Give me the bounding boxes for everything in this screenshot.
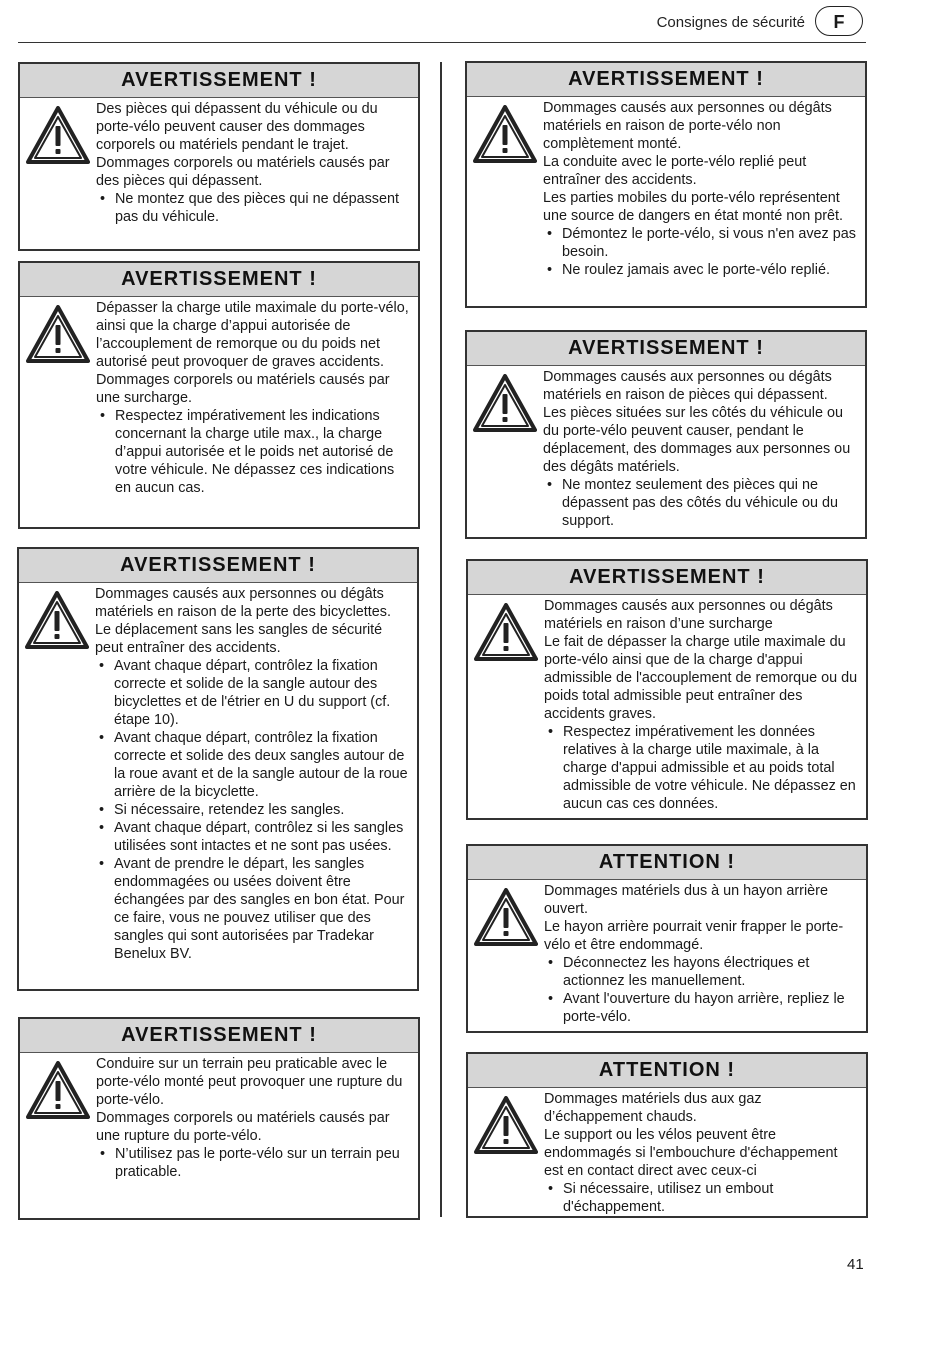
instruction-text: Démontez le porte-vélo, si vous n'en avez pas besoin. [562, 226, 856, 260]
warning-paragraph: Des pièces qui dépassent du véhicule ou du porte-vélo peuvent causer des dommages corporels ou matériels pendant le trajet. [96, 101, 378, 153]
instruction-item [544, 1180, 860, 1216]
column-divider [440, 62, 442, 1217]
bullet-icon: • [99, 820, 105, 836]
language-badge: F [815, 6, 863, 36]
bullet-icon: • [99, 658, 105, 674]
warning-box-straps [17, 547, 419, 991]
warning-triangle-icon [473, 105, 537, 163]
bullet-icon: • [99, 856, 105, 872]
instruction-text: Avant l'ouverture du hayon arrière, repliez le porte-vélo. [563, 991, 845, 1025]
warning-triangle-icon [26, 106, 90, 164]
warning-paragraph: Dommages causés aux personnes ou dégâts matériels en raison de porte-vélo non complètement monté. [543, 100, 832, 152]
box-body [20, 1053, 418, 1181]
instruction-text: N’utilisez pas le porte-vélo sur un terrain peu praticable. [115, 1146, 400, 1180]
box-text [543, 97, 859, 279]
instruction-item [543, 476, 859, 530]
warning-box-not-mounted [465, 61, 867, 308]
box-body [468, 595, 866, 813]
warning-triangle-icon [26, 1061, 90, 1119]
box-heading: AVERTISSEMENT ! [468, 561, 866, 595]
bullet-icon: • [99, 802, 105, 818]
box-heading: AVERTISSEMENT ! [20, 263, 418, 297]
box-heading: AVERTISSEMENT ! [20, 64, 418, 98]
warning-paragraph: Les pièces situées sur les côtés du véhicule ou du porte-vélo peuvent causer, pendant le déplacement, des dommages aux personnes ou des dégâts matériels. [543, 405, 851, 475]
warning-paragraph: Dommages causés aux personnes ou dégâts matériels en raison de la perte des bicyclettes. [95, 586, 391, 620]
instruction-item [95, 819, 411, 855]
box-body [468, 1088, 866, 1216]
bullet-icon: • [100, 1146, 106, 1162]
instruction-list [544, 1180, 860, 1216]
instruction-text: Avant chaque départ, contrôlez la fixation correcte et solide des deux sangles autour de la roue avant et de la sangle autour de la roue arrière de la bicyclette. [114, 730, 408, 800]
instruction-text: Respectez impérativement les données relatives à la charge utile maximale, à la charge d'appui admissible et au poids total admissible de votre véhicule. Ne dépassez en aucun cas ces données. [563, 724, 856, 812]
warning-box-payload [18, 261, 420, 529]
box-text [544, 595, 860, 813]
bullet-icon: • [100, 191, 106, 207]
box-heading: AVERTISSEMENT ! [467, 332, 865, 366]
box-heading: ATTENTION ! [468, 1054, 866, 1088]
box-text [95, 583, 411, 963]
box-heading: ATTENTION ! [468, 846, 866, 880]
header-rule [18, 42, 866, 43]
box-text [96, 297, 412, 497]
warning-box-rough-terrain [18, 1017, 420, 1220]
warning-box-overload [466, 559, 868, 820]
warning-paragraph: Le support ou les vélos peuvent être endommagés si l'embouchure d'échappement est en contact direct avec ceux-ci [544, 1127, 838, 1179]
warning-paragraph: Dommages corporels ou matériels causés par des pièces qui dépassent. [96, 155, 390, 189]
box-text [96, 1053, 412, 1181]
instruction-text: Respectez impérativement les indications concernant la charge utile max., la charge d’appui autorisée et le poids net autorisé de votre véhicule. Ne dépassez ces indications en aucun cas. [115, 408, 395, 496]
bullet-icon: • [548, 955, 554, 971]
bullet-icon: • [100, 408, 106, 424]
instruction-list [543, 476, 859, 530]
box-body [20, 98, 418, 226]
bullet-icon: • [548, 991, 554, 1007]
instruction-item [95, 729, 411, 801]
warning-paragraph: Les parties mobiles du porte-vélo représentent une source de dangers en état monté non prêt. [543, 190, 844, 224]
box-text [544, 1088, 860, 1216]
header-title: Consignes de sécurité [656, 14, 805, 31]
box-body [20, 297, 418, 497]
instruction-text: Ne roulez jamais avec le porte-vélo replié. [562, 262, 830, 278]
warning-paragraph: Dommages causés aux personnes ou dégâts matériels en raison d’une surcharge [544, 598, 833, 632]
bullet-icon: • [547, 226, 553, 242]
instruction-text: Déconnectez les hayons électriques et actionnez les manuellement. [563, 955, 810, 989]
instruction-item [96, 1145, 412, 1181]
warning-paragraph: Dommages corporels ou matériels causés par une surcharge. [96, 372, 390, 406]
instruction-text: Ne montez que des pièces qui ne dépassent pas du véhicule. [115, 191, 400, 225]
warning-box-side-parts [465, 330, 867, 539]
instruction-text: Si nécessaire, utilisez un embout d'échappement. [563, 1181, 774, 1215]
instruction-list [96, 407, 412, 497]
warning-triangle-icon [474, 603, 538, 661]
instruction-item [543, 225, 859, 261]
warning-paragraph: Dépasser la charge utile maximale du porte-vélo, ainsi que la charge d’appui autorisée de l’accouplement de remorque ou du poids net autorisé peut provoquer de graves accidents. [96, 300, 409, 370]
bullet-icon: • [548, 1181, 554, 1197]
instruction-list [543, 225, 859, 279]
warning-triangle-icon [474, 888, 538, 946]
instruction-list [95, 657, 411, 963]
warning-paragraph: Dommages matériels dus aux gaz d’échappement chauds. [544, 1091, 762, 1125]
box-text [543, 366, 859, 530]
instruction-text: Si nécessaire, retendez les sangles. [114, 802, 345, 818]
instruction-item [543, 261, 859, 279]
instruction-item [544, 990, 860, 1026]
box-body [468, 880, 866, 1026]
instruction-item [96, 190, 412, 226]
warning-triangle-icon [26, 305, 90, 363]
bullet-icon: • [99, 730, 105, 746]
box-text [96, 98, 412, 226]
instruction-item [544, 954, 860, 990]
box-body [467, 97, 865, 279]
warning-triangle-icon [474, 1096, 538, 1154]
warning-paragraph: La conduite avec le porte-vélo replié peut entraîner des accidents. [543, 154, 807, 188]
instruction-item [95, 855, 411, 963]
instruction-text: Avant chaque départ, contrôlez la fixation correcte et solide de la sangle autour des bicyclettes et de l'étrier en U du support (cf. étape 10). [114, 658, 391, 728]
warning-triangle-icon [25, 591, 89, 649]
instruction-list [96, 190, 412, 226]
bullet-icon: • [547, 477, 553, 493]
bullet-icon: • [548, 724, 554, 740]
warning-paragraph: Conduire sur un terrain peu praticable avec le porte-vélo monté peut provoquer une rupture du porte-vélo. [96, 1056, 403, 1108]
box-heading: AVERTISSEMENT ! [20, 1019, 418, 1053]
instruction-list [544, 954, 860, 1026]
instruction-text: Avant de prendre le départ, les sangles endommagées ou usées doivent être échangées par des sangles en bon état. Pour ce faire, vous ne pouvez utiliser que des sangles qui sont autorisées par Tradekar Benelux BV. [114, 856, 405, 962]
warning-paragraph: Le hayon arrière pourrait venir frapper le porte-vélo et être endommagé. [544, 919, 844, 953]
warning-paragraph: Le fait de dépasser la charge utile maximale du porte-vélo ainsi que de la charge d'appui admissible de l'accouplement de remorque ou du poids total admissible peut entraîner des accidents graves. [544, 634, 858, 722]
box-body [467, 366, 865, 530]
warning-triangle-icon [473, 374, 537, 432]
warning-paragraph: Dommages matériels dus à un hayon arrière ouvert. [544, 883, 828, 917]
attention-box-exhaust [466, 1052, 868, 1218]
attention-box-tailgate [466, 844, 868, 1033]
page-number: 41 [847, 1256, 864, 1273]
bullet-icon: • [547, 262, 553, 278]
warning-paragraph: Le déplacement sans les sangles de sécurité peut entraîner des accidents. [95, 622, 383, 656]
instruction-list [96, 1145, 412, 1181]
instruction-item [544, 723, 860, 813]
box-heading: AVERTISSEMENT ! [19, 549, 417, 583]
instruction-text: Avant chaque départ, contrôlez si les sangles utilisées sont intactes et ne sont pas usées. [114, 820, 404, 854]
box-heading: AVERTISSEMENT ! [467, 63, 865, 97]
warning-box-protruding-parts [18, 62, 420, 251]
warning-paragraph: Dommages causés aux personnes ou dégâts matériels en raison de pièces qui dépassent. [543, 369, 832, 403]
instruction-list [544, 723, 860, 813]
instruction-item [95, 657, 411, 729]
box-body [19, 583, 417, 963]
warning-paragraph: Dommages corporels ou matériels causés par une rupture du porte-vélo. [96, 1110, 390, 1144]
box-text [544, 880, 860, 1026]
instruction-item [95, 801, 411, 819]
instruction-text: Ne montez seulement des pièces qui ne dépassent pas des côtés du véhicule ou du support. [562, 477, 839, 529]
instruction-item [96, 407, 412, 497]
